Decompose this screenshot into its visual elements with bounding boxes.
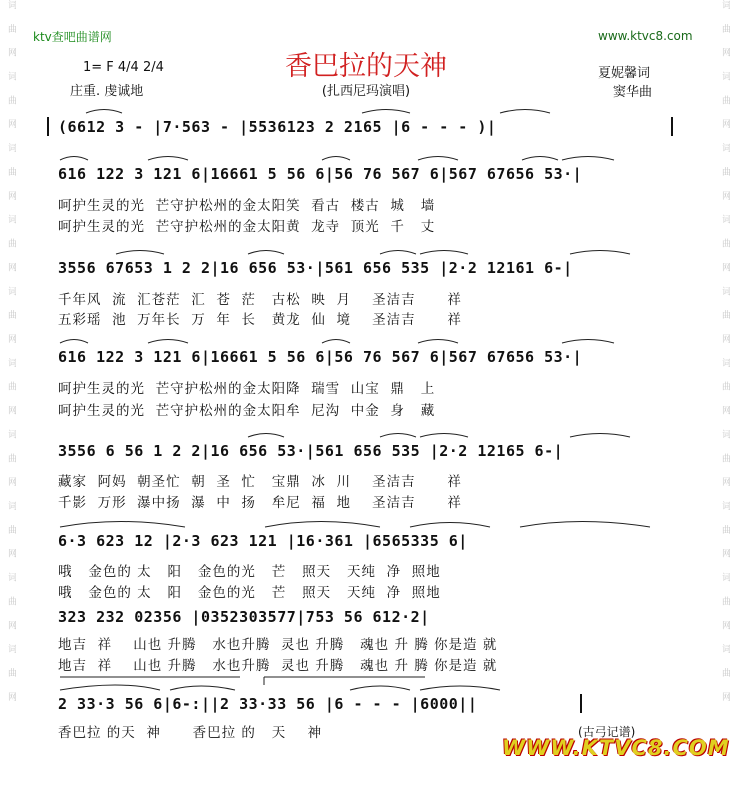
tempo-marking: 庄重. 虔诚地 <box>70 84 144 99</box>
lyricist: 夏妮馨词 <box>598 66 651 81</box>
slur-marks <box>60 110 650 691</box>
site-url-right: www.ktvc8.com <box>598 29 693 43</box>
lyric-row-3b: 五彩瑶 池 万年长 万 年 长 黄龙 仙 境 圣洁吉 祥 <box>58 312 462 328</box>
lyric-row-4b: 呵护生灵的光 芒守护松州的金太阳牟 尼沟 中金 身 藏 <box>58 403 436 419</box>
notation-row-6: 6·3 623 12 |2·3 623 121 |16·361 |6565335 6| <box>58 532 468 550</box>
lyric-row-6a: 哦 金色的 太 阳 金色的光 芒 照天 天纯 净 照地 <box>58 564 441 580</box>
performer: (扎西尼玛演唱) <box>321 84 411 99</box>
site-name-left: ktv查吧曲谱网 <box>33 30 112 44</box>
transcriber-credit: (古弓记谱) <box>578 725 636 739</box>
site-watermark-logo: WWW.KTVC8.COM <box>502 736 730 760</box>
lyric-row-8: 香巴拉 的天 神 香巴拉 的 天 神 <box>58 725 322 741</box>
key-signature: 1= F 4/4 2/4 <box>83 60 164 75</box>
notation-row-4: 616 122 3 121 6|16661 5 56 6|56 76 567 6|567 67656 53·| <box>58 348 583 366</box>
notation-row-2: 616 122 3 121 6|16661 5 56 6|56 76 567 6|567 67656 53·| <box>58 165 583 183</box>
volta-brackets <box>60 677 425 685</box>
section-barlines <box>48 117 672 713</box>
composer: 窦华曲 <box>613 85 653 100</box>
lyric-row-3a: 千年风 流 汇苍茫 汇 苍 茫 古松 映 月 圣洁吉 祥 <box>58 292 462 308</box>
lyric-row-5a: 藏家 阿妈 朝圣忙 朝 圣 忙 宝鼎 冰 川 圣洁吉 祥 <box>58 474 462 490</box>
notation-row-1: (6612 3 - |7·563 - |5536123 2 2165 |6 - - - )| <box>58 118 497 136</box>
lyric-row-5b: 千影 万形 瀑中扬 瀑 中 扬 牟尼 福 地 圣洁吉 祥 <box>58 495 462 511</box>
notation-row-7: 323 232 02356 |0352303577|753 56 612·2| <box>58 608 430 626</box>
side-watermark-left: 词 曲 网 词 曲 网 词 曲 网 词 曲 网 词 曲 网 词 曲 网 词 曲 网 词 曲 网 词 曲 网 词 曲 网 <box>6 0 16 707</box>
notation-row-3: 3556 67653 1 2 2|16 656 53·|561 656 535 |2·2 12161 6-| <box>58 259 573 277</box>
notation-row-8: 2 33·3 56 6|6-:||2 33·33 56 |6 - - - |6000|| <box>58 695 478 713</box>
lyric-row-6b: 哦 金色的 太 阳 金色的光 芒 照天 天纯 净 照地 <box>58 585 441 601</box>
lyric-row-2b: 呵护生灵的光 芒守护松州的金太阳黄 龙寺 顶光 千 丈 <box>58 219 436 235</box>
song-title: 香巴拉的天神 <box>285 51 447 82</box>
lyric-row-7a: 地吉 祥 山也 升腾 水也升腾 灵也 升腾 魂也 升 腾 你是造 就 <box>58 637 498 653</box>
lyric-row-4a: 呵护生灵的光 芒守护松州的金太阳降 瑞雪 山宝 鼎 上 <box>58 381 436 397</box>
lyric-row-7b: 地吉 祥 山也 升腾 水也升腾 灵也 升腾 魂也 升 腾 你是造 就 <box>58 658 498 674</box>
lyric-row-2a: 呵护生灵的光 芒守护松州的金太阳笑 看古 楼古 城 墙 <box>58 198 436 214</box>
side-watermark-right: 词 曲 网 词 曲 网 词 曲 网 词 曲 网 词 曲 网 词 曲 网 词 曲 网 词 曲 网 词 曲 网 词 曲 网 <box>720 0 730 707</box>
notation-row-5: 3556 6 56 1 2 2|16 656 53·|561 656 535 |2·2 12165 6-| <box>58 442 564 460</box>
